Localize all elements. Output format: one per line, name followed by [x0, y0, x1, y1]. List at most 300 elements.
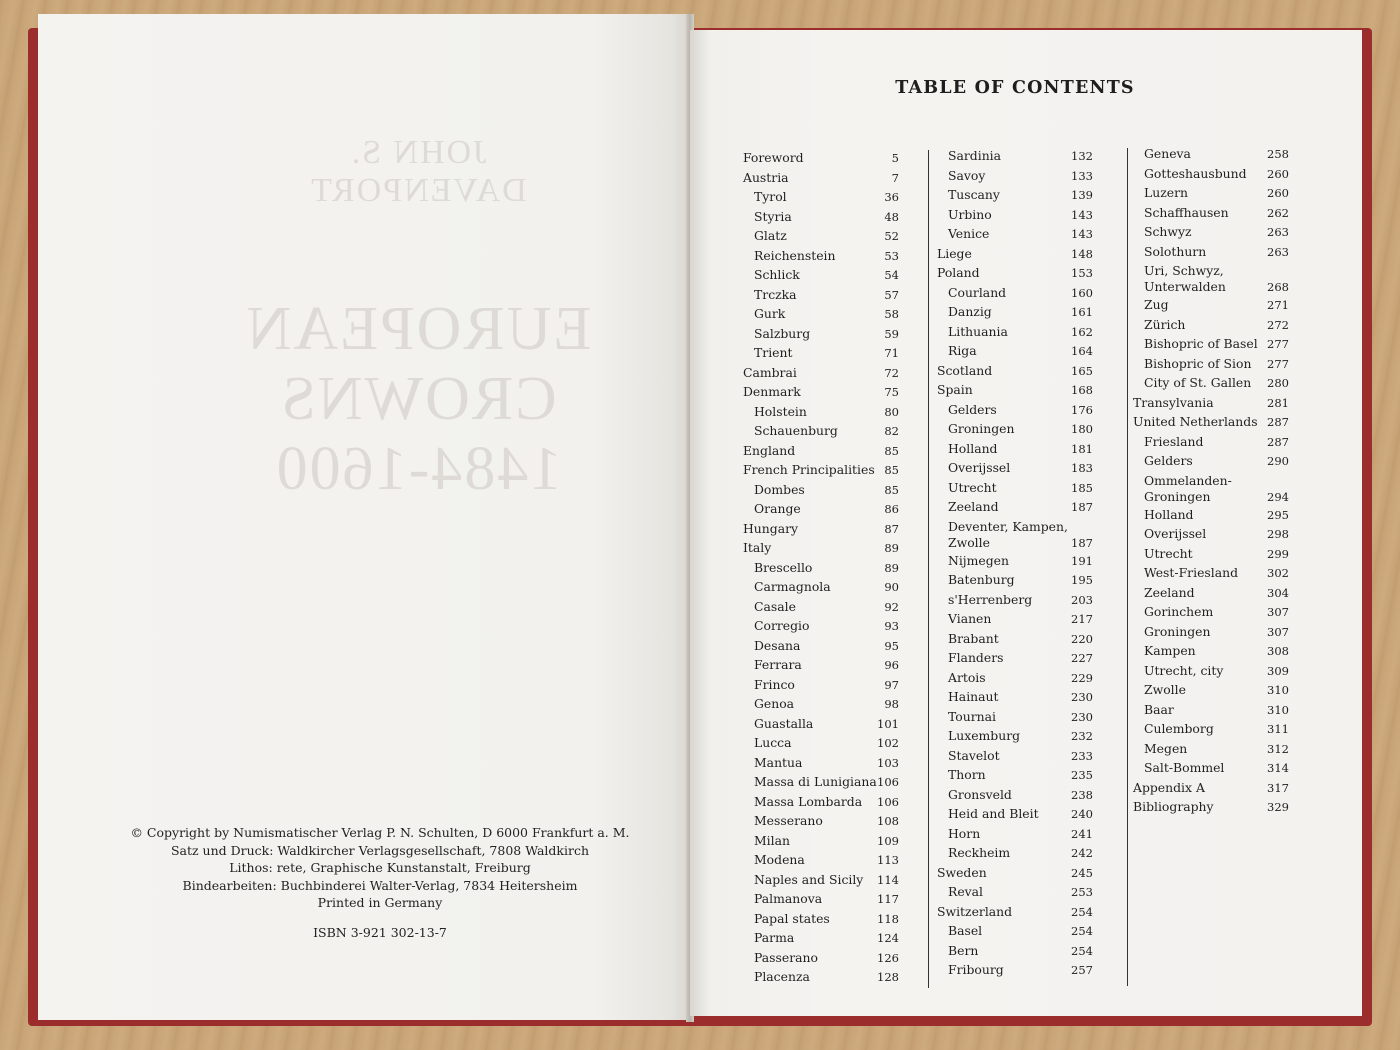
toc-entry — [1133, 146, 1289, 166]
toc-entry-title: Zeeland — [948, 499, 999, 514]
toc-entry-page: 268 — [1267, 280, 1289, 294]
toc-entry-title: Orange — [754, 501, 801, 516]
toc-entry-page: 109 — [877, 833, 899, 848]
toc-entry-page: 95 — [884, 638, 899, 653]
toc-entry-title: Utrecht, city — [1144, 662, 1224, 678]
toc-entry-page: 260 — [1267, 166, 1289, 181]
toc-entry — [937, 460, 1093, 480]
toc-entry-title: Frinco — [754, 676, 795, 692]
toc-entry-title: Placenza — [754, 969, 810, 984]
toc-entry — [743, 560, 899, 580]
toc-entry-page: 86 — [884, 502, 899, 516]
toc-entry — [743, 228, 899, 248]
toc-entry-page: 263 — [1267, 225, 1289, 239]
toc-entry — [1133, 453, 1289, 473]
toc-entry-title: Desana — [754, 637, 801, 653]
toc-entry-page: 85 — [884, 482, 899, 497]
toc-entry — [1133, 643, 1289, 663]
toc-entry — [937, 519, 1093, 553]
toc-entry — [743, 794, 899, 814]
toc-entry-page: 258 — [1267, 147, 1289, 161]
toc-entry — [743, 638, 899, 658]
toc-entry — [937, 923, 1093, 943]
toc-entry-title: Reval — [948, 884, 984, 899]
toc-entry — [1133, 263, 1289, 297]
toc-entry-title: Guastalla — [754, 715, 814, 731]
toc-entry — [1133, 585, 1289, 605]
toc-entry-title: Flanders — [948, 650, 1004, 665]
toc-entry-title: Reichenstein — [754, 247, 836, 263]
toc-entry-title: Dombes — [754, 481, 805, 497]
toc-entry-title: Zwolle — [1144, 682, 1186, 697]
toc-entry-page: 5 — [891, 151, 899, 165]
toc-entry-page: 230 — [1071, 709, 1093, 724]
toc-entry-title: Gotteshausbund — [1144, 165, 1247, 181]
toc-entry-title: Thorn — [948, 767, 986, 782]
toc-entry-title: Genoa — [754, 696, 795, 711]
toc-entry-page: 245 — [1071, 865, 1093, 880]
toc-entry-title: Milan — [754, 832, 790, 848]
toc-entry — [937, 689, 1093, 709]
toc-entry — [743, 384, 899, 404]
toc-entry — [1133, 663, 1289, 683]
toc-entry-title: Danzig — [948, 304, 992, 319]
toc-entry — [1133, 741, 1289, 761]
toc-entry-title: Utrecht — [948, 479, 997, 495]
toc-entry-page: 187 — [1071, 500, 1093, 514]
toc-entry — [743, 579, 899, 599]
toc-entry-page: 254 — [1071, 904, 1093, 919]
toc-entry — [1133, 760, 1289, 780]
toc-entry-page: 148 — [1071, 246, 1093, 261]
toc-entry — [743, 521, 899, 541]
toc-entry-page: 254 — [1071, 924, 1093, 938]
toc-entry — [937, 865, 1093, 885]
toc-entry-page: 262 — [1267, 205, 1289, 220]
toc-entry-page: 181 — [1071, 441, 1093, 456]
toc-entry-title: Salzburg — [754, 325, 811, 341]
toc-entry-page: 294 — [1267, 489, 1289, 504]
toc-entry — [937, 285, 1093, 305]
toc-entry-page: 310 — [1267, 702, 1289, 717]
toc-entry — [937, 904, 1093, 924]
toc-entry-title: Denmark — [743, 384, 801, 399]
toc-entry — [937, 480, 1093, 500]
toc-entry-page: 253 — [1071, 885, 1093, 899]
toc-entry-page: 242 — [1071, 846, 1093, 860]
toc-entry-page: 257 — [1071, 963, 1093, 977]
toc-entry-title: Horn — [948, 825, 981, 841]
toc-entry — [743, 599, 899, 619]
toc-entry-title: Gelders — [948, 401, 997, 417]
toc-entry-page: 72 — [884, 365, 899, 380]
toc-entry — [1133, 434, 1289, 454]
toc-entry-page: 233 — [1071, 748, 1093, 763]
toc-entry-page: 299 — [1267, 546, 1289, 561]
toc-entry-page: 132 — [1071, 149, 1093, 163]
toc-entry — [743, 930, 899, 950]
toc-entry-page: 98 — [884, 697, 899, 711]
toc-entry — [743, 170, 899, 190]
toc-entry-page: 307 — [1267, 605, 1289, 619]
toc-entry — [743, 306, 899, 326]
toc-entry-page: 103 — [877, 755, 899, 770]
toc-entry-page: 71 — [884, 346, 899, 360]
toc-entry-title: Bibliography — [1133, 799, 1214, 814]
toc-entry-title: Casale — [754, 598, 796, 614]
toc-entry-title: Urbino — [948, 206, 992, 222]
toc-entry-page: 162 — [1071, 324, 1093, 339]
toc-entry-page: 217 — [1071, 612, 1093, 626]
toc-entry-page: 52 — [884, 229, 899, 243]
toc-entry-title: Transylvania — [1133, 394, 1214, 410]
toc-entry-page: 124 — [877, 931, 899, 945]
toc-entry-title: Passerano — [754, 949, 818, 965]
toc-entry-title: Zug — [1144, 297, 1169, 312]
toc-entry — [1133, 205, 1289, 225]
toc-entry — [743, 209, 899, 229]
toc-entry — [937, 631, 1093, 651]
toc-entry-page: 302 — [1267, 566, 1289, 580]
toc-entry — [743, 872, 899, 892]
toc-entry-page: 311 — [1267, 722, 1289, 736]
toc-entry — [937, 611, 1093, 631]
toc-column-3 — [1133, 146, 1289, 819]
toc-entry — [1133, 224, 1289, 244]
ghost-title-line: EUROPEAN — [244, 295, 592, 363]
toc-entry-title: Gronsveld — [948, 786, 1012, 802]
toc-entry — [1133, 395, 1289, 415]
toc-entry-page: 85 — [884, 463, 899, 477]
toc-entry — [937, 441, 1093, 461]
toc-entry-title: Mantua — [754, 754, 803, 770]
toc-entry-title: Massa Lombarda — [754, 793, 863, 809]
toc-entry-page: 287 — [1267, 415, 1289, 429]
toc-column-1 — [743, 150, 899, 989]
toc-entry — [1133, 721, 1289, 741]
toc-entry-title: Venice — [948, 226, 990, 241]
toc-entry-page: 153 — [1071, 266, 1093, 280]
toc-entry — [937, 246, 1093, 266]
toc-entry-title: Zürich — [1144, 316, 1186, 332]
toc-entry — [937, 226, 1093, 246]
ghost-title-line: CROWNS — [279, 365, 557, 433]
toc-entry — [743, 891, 899, 911]
toc-entry-page: 277 — [1267, 356, 1289, 371]
toc-entry — [937, 187, 1093, 207]
toc-entry-title: Schwyz — [1144, 224, 1192, 239]
toc-entry-title: Glatz — [754, 228, 787, 243]
toc-entry — [937, 148, 1093, 168]
toc-entry-title: Vianen — [948, 611, 992, 626]
toc-entry-page: 59 — [884, 326, 899, 341]
toc-entry-page: 183 — [1071, 461, 1093, 475]
toc-entry-page: 168 — [1071, 383, 1093, 397]
toc-entry-title: Holland — [1144, 506, 1194, 522]
toc-entry-page: 272 — [1267, 317, 1289, 332]
toc-entry-title: Stavelot — [948, 747, 1000, 763]
toc-entry-title: Massa di Lunigiana — [754, 774, 877, 789]
toc-entry — [937, 265, 1093, 285]
toc-entry-title: Nijmegen — [948, 552, 1009, 568]
toc-entry — [937, 421, 1093, 441]
toc-entry-title: Gorinchem — [1144, 604, 1214, 619]
toc-entry-page: 48 — [884, 209, 899, 224]
toc-entry-page: 108 — [877, 814, 899, 828]
toc-entry-page: 118 — [877, 911, 899, 926]
toc-entry-page: 143 — [1071, 207, 1093, 222]
imprint-block — [130, 824, 630, 941]
toc-entry-page: 240 — [1071, 807, 1093, 821]
toc-entry-title: Ommelanden-Groningen — [1144, 472, 1232, 504]
toc-entry-page: 92 — [884, 599, 899, 614]
toc-entry-title: Naples and Sicily — [754, 871, 864, 887]
toc-entry-page: 280 — [1267, 376, 1289, 390]
toc-entry-page: 312 — [1267, 741, 1289, 756]
toc-entry — [743, 755, 899, 775]
toc-entry-title: Uri, Schwyz, Unterwalden — [1144, 263, 1226, 294]
ghost-author-text: JOHN S. DAVENPORT — [309, 134, 527, 209]
toc-entry-page: 195 — [1071, 573, 1093, 587]
toc-entry-page: 54 — [884, 268, 899, 282]
toc-entry-title: Appendix A — [1133, 779, 1205, 795]
toc-title: TABLE OF CONTENTS — [895, 78, 1135, 98]
toc-entry — [1133, 414, 1289, 434]
toc-entry-page: 80 — [884, 404, 899, 419]
toc-entry-page: 87 — [884, 521, 899, 536]
toc-entry-page: 165 — [1071, 363, 1093, 378]
toc-entry-page: 238 — [1071, 787, 1093, 802]
toc-entry-title: Cambrai — [743, 364, 797, 380]
toc-entry-title: Corregio — [754, 618, 810, 633]
toc-entry-title: Scotland — [937, 362, 993, 378]
toc-entry — [937, 845, 1093, 865]
toc-entry-page: 101 — [877, 716, 899, 731]
toc-entry-title: Liege — [937, 245, 972, 261]
toc-entry-title: French Principalities — [743, 462, 875, 477]
toc-entry-page: 310 — [1267, 683, 1289, 697]
toc-entry-page: 114 — [877, 872, 899, 887]
toc-entry-page: 57 — [884, 287, 899, 302]
toc-entry-title: Luxemburg — [948, 728, 1021, 743]
toc-entry-page: 53 — [884, 248, 899, 263]
toc-entry-title: Italy — [743, 540, 772, 555]
toc-entry — [743, 423, 899, 443]
toc-entry-title: Palmanova — [754, 891, 823, 906]
toc-entry — [1133, 526, 1289, 546]
toc-entry-page: 133 — [1071, 168, 1093, 183]
toc-entry — [743, 345, 899, 365]
toc-entry — [937, 709, 1093, 729]
toc-entry — [743, 482, 899, 502]
toc-entry-title: United Netherlands — [1133, 414, 1258, 429]
toc-entry-title: Sardinia — [948, 148, 1002, 163]
toc-entry-page: 185 — [1071, 480, 1093, 495]
toc-entry — [937, 304, 1093, 324]
toc-entry — [937, 826, 1093, 846]
toc-entry — [1133, 317, 1289, 337]
toc-entry-title: Spain — [937, 382, 973, 397]
toc-entry — [937, 592, 1093, 612]
toc-entry — [743, 852, 899, 872]
toc-entry — [1133, 297, 1289, 317]
toc-entry-page: 106 — [877, 775, 899, 789]
toc-entry-title: Solothurn — [1144, 243, 1207, 259]
toc-entry-title: Switzerland — [937, 903, 1013, 919]
toc-entry-title: Papal states — [754, 910, 830, 926]
toc-entry-page: 309 — [1267, 663, 1289, 678]
toc-entry-page: 58 — [884, 307, 899, 321]
toc-entry — [937, 207, 1093, 227]
toc-entry — [1133, 780, 1289, 800]
toc-entry-title: Courland — [948, 284, 1007, 300]
toc-entry-page: 203 — [1071, 592, 1093, 607]
toc-entry-page: 277 — [1267, 337, 1289, 351]
toc-entry-title: Tournai — [948, 708, 996, 724]
toc-entry-page: 295 — [1267, 507, 1289, 522]
toc-entry-page: 126 — [877, 950, 899, 965]
imprint-line: © Copyright by Numismatischer Verlag P. N. Schulten, D 6000 Frankfurt a. M. — [130, 825, 630, 840]
toc-entry-page: 97 — [884, 677, 899, 692]
toc-entry-title: Culemborg — [1144, 721, 1214, 736]
toc-entry-title: Fribourg — [948, 962, 1004, 977]
toc-entry — [1133, 166, 1289, 186]
toc-entry — [743, 911, 899, 931]
toc-entry-title: Bishopric of Basel — [1144, 336, 1258, 351]
toc-entry-title: Overijssel — [1144, 526, 1207, 541]
toc-entry-title: Tyrol — [754, 189, 787, 204]
toc-entry — [937, 168, 1093, 188]
toc-entry-page: 128 — [877, 970, 899, 984]
toc-entry-title: Schaffhausen — [1144, 204, 1229, 220]
toc-entry-page: 260 — [1267, 186, 1289, 200]
toc-entry — [937, 943, 1093, 963]
toc-entry — [1133, 604, 1289, 624]
toc-entry — [937, 363, 1093, 383]
toc-entry-title: Holland — [948, 440, 998, 456]
toc-entry-page: 82 — [884, 424, 899, 438]
toc-entry-title: Hainaut — [948, 689, 999, 704]
toc-entry — [743, 326, 899, 346]
toc-entry-title: Luzern — [1144, 185, 1188, 200]
toc-entry-page: 329 — [1267, 800, 1289, 814]
toc-entry — [1133, 473, 1289, 507]
imprint-line: Satz und Druck: Waldkircher Verlagsgesellschaft, 7808 Waldkirch — [170, 842, 590, 858]
toc-entry-page: 93 — [884, 619, 899, 633]
toc-entry-title: Austria — [743, 169, 789, 185]
toc-entry-title: Artois — [948, 669, 986, 685]
toc-entry — [743, 189, 899, 209]
toc-entry-title: Foreword — [743, 150, 804, 165]
ghost-title-text — [238, 294, 598, 504]
toc-entry — [743, 696, 899, 716]
toc-entry — [743, 677, 899, 697]
toc-entry — [1133, 565, 1289, 585]
toc-entry-title: Deventer, Kampen, Zwolle — [948, 518, 1068, 550]
toc-entry-title: Riga — [948, 343, 977, 358]
toc-entry — [743, 501, 899, 521]
toc-entry-page: 304 — [1267, 585, 1289, 600]
toc-entry-page: 160 — [1071, 285, 1093, 300]
toc-entry-page: 89 — [884, 560, 899, 575]
toc-entry — [743, 462, 899, 482]
toc-entry-page: 180 — [1071, 422, 1093, 436]
toc-entry — [937, 728, 1093, 748]
column-divider — [1127, 148, 1128, 986]
toc-entry — [937, 402, 1093, 422]
toc-entry — [743, 950, 899, 970]
toc-entry-page: 117 — [877, 892, 899, 906]
toc-entry-page: 113 — [877, 853, 899, 867]
toc-entry — [743, 150, 899, 170]
toc-entry-title: Poland — [937, 265, 980, 280]
toc-entry-title: Gurk — [754, 306, 786, 321]
toc-entry-title: England — [743, 442, 796, 458]
toc-entry-title: Gelders — [1144, 453, 1193, 468]
toc-entry-page: 161 — [1071, 305, 1093, 319]
toc-entry-title: Trient — [754, 345, 793, 360]
toc-entry-title: Parma — [754, 930, 795, 945]
toc-entry-title: Holstein — [754, 403, 807, 419]
toc-entry-title: Schauenburg — [754, 423, 838, 438]
toc-entry-title: Salt-Bommel — [1144, 760, 1225, 775]
toc-entry — [743, 287, 899, 307]
toc-entry — [937, 670, 1093, 690]
toc-entry-title: City of St. Gallen — [1144, 375, 1252, 390]
toc-entry — [743, 657, 899, 677]
toc-entry — [1133, 702, 1289, 722]
ghost-title-line: 1484-1600 — [274, 435, 562, 503]
toc-entry-title: West-Friesland — [1144, 565, 1239, 580]
toc-entry-title: Sweden — [937, 864, 987, 880]
toc-entry — [1133, 507, 1289, 527]
imprint-line: Lithos: rete, Graphische Kunstanstalt, Freiburg — [229, 860, 531, 875]
toc-entry — [1133, 375, 1289, 395]
toc-entry-page: 102 — [877, 736, 899, 750]
toc-entry-page: 191 — [1071, 553, 1093, 568]
toc-entry-title: Brabant — [948, 630, 999, 646]
imprint-line: Bindearbeiten: Buchbinderei Walter-Verlag, 7834 Heitersheim — [182, 877, 578, 893]
toc-entry — [743, 404, 899, 424]
toc-column-2 — [937, 148, 1093, 982]
toc-entry-title: Groningen — [1144, 623, 1211, 639]
toc-entry — [937, 650, 1093, 670]
toc-entry-title: Batenburg — [948, 572, 1015, 587]
toc-entry — [743, 618, 899, 638]
toc-entry — [1133, 185, 1289, 205]
toc-entry-title: Megen — [1144, 740, 1188, 756]
toc-entry-page: 235 — [1071, 768, 1093, 782]
toc-entry-title: Savoy — [948, 167, 986, 183]
toc-entry — [743, 813, 899, 833]
toc-entry — [1133, 244, 1289, 264]
toc-entry — [937, 553, 1093, 573]
toc-entry-page: 241 — [1071, 826, 1093, 841]
toc-entry — [937, 884, 1093, 904]
toc-entry-page: 220 — [1071, 631, 1093, 646]
toc-entry — [1133, 682, 1289, 702]
toc-entry-page: 281 — [1267, 395, 1289, 410]
toc-entry-page: 139 — [1071, 188, 1093, 202]
toc-entry — [1133, 624, 1289, 644]
toc-entry-page: 263 — [1267, 244, 1289, 259]
toc-entry-page: 308 — [1267, 644, 1289, 658]
toc-entry — [937, 962, 1093, 982]
toc-entry-title: Bishopric of Sion — [1144, 355, 1252, 371]
toc-entry — [743, 267, 899, 287]
toc-entry-title: Modena — [754, 852, 805, 867]
toc-entry-page: 75 — [884, 385, 899, 399]
